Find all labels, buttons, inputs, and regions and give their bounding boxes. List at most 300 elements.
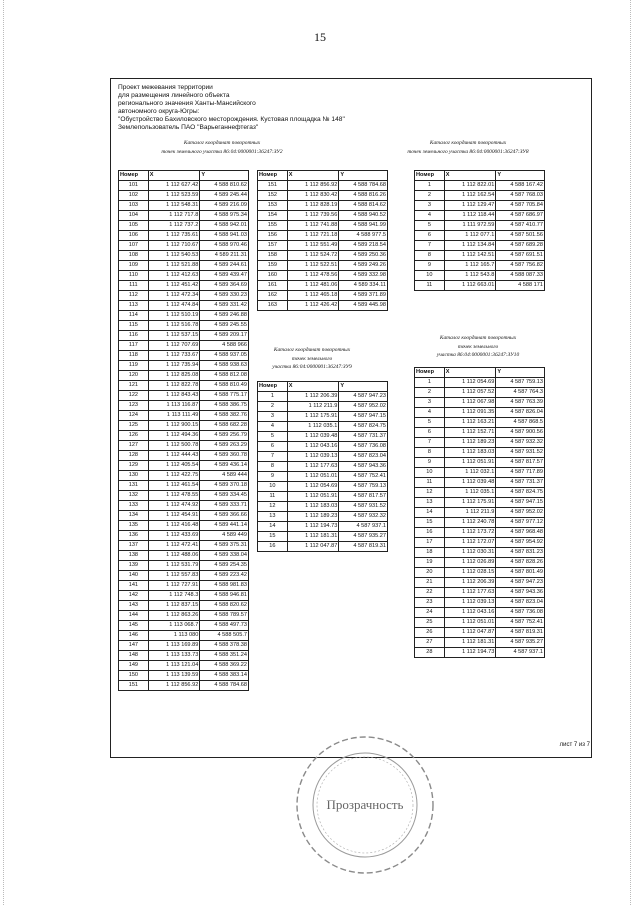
point-number: 121 <box>119 381 149 391</box>
coord-x: 1 113 139.59 <box>148 671 200 681</box>
coord-table-zu2-continued <box>257 170 388 311</box>
point-number: 15 <box>415 518 445 528</box>
point-number: 153 <box>258 201 288 211</box>
col-header-y: Y <box>339 382 388 392</box>
page-number: 15 <box>314 30 326 44</box>
coord-y: 4 587 819.31 <box>496 628 545 638</box>
coord-x: 1 112 856.92 <box>148 681 200 691</box>
coord-x: 1 112 472.41 <box>148 541 200 551</box>
coord-x: 1 112 189.23 <box>287 512 339 522</box>
table-row <box>119 331 249 341</box>
point-number: 2 <box>415 388 445 398</box>
col-header-y: Y <box>339 171 388 181</box>
coord-x: 1 112 557.83 <box>148 571 200 581</box>
point-number: 15 <box>258 532 288 542</box>
col-header-y: Y <box>200 171 249 181</box>
table-row <box>415 181 545 191</box>
coord-x: 1 113 068.7 <box>148 621 200 631</box>
table-row <box>119 441 249 451</box>
table-row <box>415 578 545 588</box>
coord-x: 1 112 733.67 <box>148 351 200 361</box>
coord-y: 4 587 752.41 <box>496 618 545 628</box>
table-row <box>119 611 249 621</box>
table-row <box>119 391 249 401</box>
point-number: 24 <box>415 608 445 618</box>
table-row <box>119 661 249 671</box>
coord-y: 4 588 820.62 <box>200 601 249 611</box>
point-number: 17 <box>415 538 445 548</box>
coord-x: 1 112 478.55 <box>148 491 200 501</box>
coord-x: 1 112 543.8 <box>444 271 496 281</box>
table-row <box>119 271 249 281</box>
coord-y: 4 587 817.57 <box>496 458 545 468</box>
coord-x: 1 112 206.39 <box>287 392 339 402</box>
coord-x: 1 112 488.06 <box>148 551 200 561</box>
coord-y: 4 589 439.47 <box>200 271 249 281</box>
coord-x: 1 112 737.2 <box>148 221 200 231</box>
point-number: 150 <box>119 671 149 681</box>
point-number: 6 <box>258 442 288 452</box>
coord-x: 1 112 051.01 <box>287 472 339 482</box>
header-line: автономного округа-Югры: <box>118 108 200 116</box>
table-row <box>258 452 388 462</box>
point-number: 1 <box>415 181 445 191</box>
coord-y: 4 589 256.79 <box>200 431 249 441</box>
coord-x: 1 112 043.16 <box>287 442 339 452</box>
table-row <box>119 201 249 211</box>
coord-x: 1 112 454.91 <box>148 511 200 521</box>
coord-x: 1 112 177.63 <box>444 588 496 598</box>
point-number: 161 <box>258 281 288 291</box>
table-row <box>119 531 249 541</box>
table1-caption: Каталог координат поворотных точек земельного участка 86:04:0000001:36247:ЗУ2 <box>161 140 283 155</box>
point-number: 123 <box>119 401 149 411</box>
coord-x: 1 112 118.44 <box>444 211 496 221</box>
table-row <box>119 581 249 591</box>
coord-x: 1 112 181.31 <box>287 532 339 542</box>
coord-x: 1 112 035.1 <box>444 488 496 498</box>
table-row <box>258 532 388 542</box>
point-number: 117 <box>119 341 149 351</box>
point-number: 103 <box>119 201 149 211</box>
coord-x: 1 112 828.19 <box>287 201 339 211</box>
coord-y: 4 587 763.39 <box>496 398 545 408</box>
point-number: 11 <box>415 281 445 291</box>
point-number: 3 <box>258 412 288 422</box>
table-row <box>415 568 545 578</box>
point-number: 14 <box>415 508 445 518</box>
point-number: 5 <box>415 221 445 231</box>
table-row <box>119 651 249 661</box>
coord-x: 1 112 026.89 <box>444 558 496 568</box>
coord-x: 1 112 863.26 <box>148 611 200 621</box>
table-row <box>415 588 545 598</box>
coord-x: 1 112 057.52 <box>444 388 496 398</box>
coord-y: 4 589 444 <box>200 471 249 481</box>
sheet-label: лист 7 из 7 <box>559 742 590 748</box>
coord-x: 1 112 822.01 <box>444 181 496 191</box>
coord-y: 4 587 824.75 <box>496 488 545 498</box>
coord-x: 1 112 523.59 <box>148 191 200 201</box>
coord-x: 1 112 465.18 <box>287 291 339 301</box>
table-row <box>258 412 388 422</box>
point-number: 21 <box>415 578 445 588</box>
coord-x: 1 112 142.51 <box>444 251 496 261</box>
coord-x: 1 112 494.36 <box>148 431 200 441</box>
table-row <box>415 448 545 458</box>
table-row <box>258 191 388 201</box>
coord-y: 4 588 383.14 <box>200 671 249 681</box>
coord-y: 4 587 717.89 <box>496 468 545 478</box>
coord-x: 1 112 039.13 <box>444 598 496 608</box>
table-row <box>415 498 545 508</box>
table-row <box>415 231 545 241</box>
coord-y: 4 589 449 <box>200 531 249 541</box>
coord-x: 1 112 047.87 <box>444 628 496 638</box>
coord-x: 1 112 837.15 <box>148 601 200 611</box>
table-row <box>119 491 249 501</box>
point-number: 107 <box>119 241 149 251</box>
point-number: 135 <box>119 521 149 531</box>
coord-y: 4 587 689.28 <box>496 241 545 251</box>
coord-x: 1 113 169.89 <box>148 641 200 651</box>
point-number: 146 <box>119 631 149 641</box>
point-number: 25 <box>415 618 445 628</box>
table-row <box>415 191 545 201</box>
round-stamp <box>290 730 440 880</box>
table-row <box>415 398 545 408</box>
coord-y: 4 589 360.78 <box>200 451 249 461</box>
coord-y: 4 589 211.31 <box>200 251 249 261</box>
point-number: 142 <box>119 591 149 601</box>
coord-y: 4 587 947.15 <box>339 412 388 422</box>
coord-x: 1 112 183.03 <box>287 502 339 512</box>
table-row <box>258 442 388 452</box>
coord-y: 4 587 501.56 <box>496 231 545 241</box>
coord-y: 4 587 831.23 <box>496 548 545 558</box>
coord-y: 4 589 371.89 <box>339 291 388 301</box>
point-number: 4 <box>258 422 288 432</box>
point-number: 124 <box>119 411 149 421</box>
coord-x: 1 112 707.69 <box>148 341 200 351</box>
coord-y: 4 589 332.98 <box>339 271 388 281</box>
col-header-number: Номер <box>258 171 288 181</box>
coord-y: 4 587 900.56 <box>496 428 545 438</box>
point-number: 10 <box>415 271 445 281</box>
point-number: 9 <box>258 472 288 482</box>
point-number: 22 <box>415 588 445 598</box>
table-row <box>258 221 388 231</box>
point-number: 126 <box>119 431 149 441</box>
table-row <box>119 381 249 391</box>
coord-y: 4 588 810.49 <box>200 381 249 391</box>
point-number: 9 <box>415 458 445 468</box>
col-header-y: Y <box>496 368 545 378</box>
point-number: 8 <box>415 448 445 458</box>
col-header-y: Y <box>496 171 545 181</box>
table-row <box>119 191 249 201</box>
table-row <box>119 471 249 481</box>
table-row <box>119 221 249 231</box>
table-row <box>415 418 545 428</box>
table-row <box>415 528 545 538</box>
point-number: 11 <box>415 478 445 488</box>
coord-y: 4 588 941.03 <box>200 231 249 241</box>
coord-x: 1 112 735.61 <box>148 231 200 241</box>
coord-y: 4 588 981.83 <box>200 581 249 591</box>
coord-y: 4 589 364.69 <box>200 281 249 291</box>
coord-y: 4 589 216.09 <box>200 201 249 211</box>
coord-x: 1 112 472.34 <box>148 291 200 301</box>
point-number: 151 <box>258 181 288 191</box>
header-line: регионального значения Ханты-Мансийского <box>118 100 256 108</box>
point-number: 7 <box>415 438 445 448</box>
point-number: 152 <box>258 191 288 201</box>
coord-x: 1 112 474.92 <box>148 501 200 511</box>
table-row <box>119 281 249 291</box>
table-row <box>415 598 545 608</box>
coord-x: 1 112 522.51 <box>287 261 339 271</box>
coord-x: 1 112 077.1 <box>444 231 496 241</box>
coord-x: 1 112 047.87 <box>287 542 339 552</box>
table-row <box>415 608 545 618</box>
coord-x: 1 112 444.43 <box>148 451 200 461</box>
coord-x: 1 112 183.03 <box>444 448 496 458</box>
coord-y: 4 588 940.52 <box>339 211 388 221</box>
coord-x: 1 112 152.71 <box>444 428 496 438</box>
point-number: 137 <box>119 541 149 551</box>
point-number: 12 <box>415 488 445 498</box>
coord-y: 4 587 947.15 <box>496 498 545 508</box>
coord-x: 1 112 843.43 <box>148 391 200 401</box>
table-row <box>119 571 249 581</box>
point-number: 26 <box>415 628 445 638</box>
point-number: 160 <box>258 271 288 281</box>
table-row <box>258 422 388 432</box>
table-row <box>258 231 388 241</box>
point-number: 128 <box>119 451 149 461</box>
coord-y: 4 588 386.75 <box>200 401 249 411</box>
col-header-x: X <box>287 171 339 181</box>
coord-y: 4 589 436.14 <box>200 461 249 471</box>
coord-y: 4 587 752.41 <box>339 472 388 482</box>
coord-x: 1 112 175.91 <box>444 498 496 508</box>
point-number: 20 <box>415 568 445 578</box>
coord-y: 4 588 775.17 <box>200 391 249 401</box>
coord-y: 4 589 244.61 <box>200 261 249 271</box>
coord-x: 1 113 111.49 <box>148 411 200 421</box>
table-row <box>119 411 249 421</box>
coord-x: 1 112 412.63 <box>148 271 200 281</box>
coord-x: 1 112 822.78 <box>148 381 200 391</box>
point-number: 10 <box>415 468 445 478</box>
point-number: 112 <box>119 291 149 301</box>
point-number: 101 <box>119 181 149 191</box>
coord-x: 1 113 121.04 <box>148 661 200 671</box>
coord-y: 4 589 254.35 <box>200 561 249 571</box>
table-row <box>119 641 249 651</box>
coord-x: 1 112 405.54 <box>148 461 200 471</box>
coord-y: 4 588 812.08 <box>200 371 249 381</box>
point-number: 140 <box>119 571 149 581</box>
coord-x: 1 112 194.73 <box>444 648 496 658</box>
table-row <box>258 472 388 482</box>
coord-x: 1 112 510.19 <box>148 311 200 321</box>
coord-x: 1 112 194.73 <box>287 522 339 532</box>
coord-x: 1 112 474.84 <box>148 301 200 311</box>
table-row <box>415 638 545 648</box>
coord-table-zu8 <box>414 170 545 291</box>
coord-x: 1 112 206.39 <box>444 578 496 588</box>
point-number: 143 <box>119 601 149 611</box>
table-row <box>258 482 388 492</box>
coord-x: 1 112 162.54 <box>444 191 496 201</box>
coord-y: 4 587 731.37 <box>496 478 545 488</box>
coord-y: 4 587 686.97 <box>496 211 545 221</box>
point-number: 139 <box>119 561 149 571</box>
coord-y: 4 587 943.36 <box>339 462 388 472</box>
col-header-x: X <box>148 171 200 181</box>
table-row <box>415 518 545 528</box>
point-number: 105 <box>119 221 149 231</box>
point-number: 159 <box>258 261 288 271</box>
point-number: 127 <box>119 441 149 451</box>
coord-y: 4 588 369.22 <box>200 661 249 671</box>
col-header-x: X <box>444 171 496 181</box>
point-number: 102 <box>119 191 149 201</box>
coord-y: 4 587 759.13 <box>339 482 388 492</box>
coord-x: 1 112 054.69 <box>444 378 496 388</box>
coord-x: 1 112 032.1 <box>444 468 496 478</box>
point-number: 13 <box>258 512 288 522</box>
table-row <box>119 541 249 551</box>
coord-y: 4 587 410.77 <box>496 221 545 231</box>
coord-x: 1 112 134.84 <box>444 241 496 251</box>
coord-x: 1 112 416.48 <box>148 521 200 531</box>
coord-x: 1 112 478.56 <box>287 271 339 281</box>
coord-y: 4 588 966 <box>200 341 249 351</box>
point-number: 28 <box>415 648 445 658</box>
point-number: 154 <box>258 211 288 221</box>
coord-y: 4 589 370.18 <box>200 481 249 491</box>
coord-y: 4 587 947.23 <box>339 392 388 402</box>
coord-x: 1 113 116.87 <box>148 401 200 411</box>
coord-y: 4 589 330.23 <box>200 291 249 301</box>
point-number: 115 <box>119 321 149 331</box>
coord-x: 1 112 091.35 <box>444 408 496 418</box>
point-number: 2 <box>258 402 288 412</box>
point-number: 109 <box>119 261 149 271</box>
point-number: 4 <box>415 408 445 418</box>
table-row <box>119 681 249 691</box>
point-number: 120 <box>119 371 149 381</box>
point-number: 8 <box>415 251 445 261</box>
scan-edge-left <box>3 0 5 905</box>
coord-y: 4 588 789.57 <box>200 611 249 621</box>
coord-y: 4 587 947.23 <box>496 578 545 588</box>
coord-y: 4 587 935.27 <box>496 638 545 648</box>
coord-y: 4 589 334.11 <box>339 281 388 291</box>
coord-y: 4 588 977.5 <box>339 231 388 241</box>
coord-y: 4 589 263.29 <box>200 441 249 451</box>
coord-x: 1 112 051.91 <box>287 492 339 502</box>
point-number: 113 <box>119 301 149 311</box>
table-row <box>119 291 249 301</box>
table-row <box>258 492 388 502</box>
coord-x: 1 112 165.7 <box>444 261 496 271</box>
coord-x: 1 112 039.13 <box>287 452 339 462</box>
coord-y: 4 587 823.04 <box>339 452 388 462</box>
table-row <box>415 251 545 261</box>
coord-x: 1 112 741.88 <box>287 221 339 231</box>
point-number: 13 <box>415 498 445 508</box>
coord-x: 1 112 451.42 <box>148 281 200 291</box>
point-number: 1 <box>258 392 288 402</box>
table-row <box>415 548 545 558</box>
coord-y: 4 589 445.98 <box>339 301 388 311</box>
point-number: 148 <box>119 651 149 661</box>
coord-y: 4 588 975.34 <box>200 211 249 221</box>
coord-y: 4 587 931.52 <box>339 502 388 512</box>
coord-y: 4 587 828.26 <box>496 558 545 568</box>
coord-y: 4 587 764.3 <box>496 388 545 398</box>
table-row <box>119 671 249 681</box>
table-row <box>119 561 249 571</box>
table-row <box>258 512 388 522</box>
point-number: 27 <box>415 638 445 648</box>
table-row <box>258 291 388 301</box>
table-row <box>415 388 545 398</box>
point-number: 118 <box>119 351 149 361</box>
point-number: 132 <box>119 491 149 501</box>
coord-x: 1 112 129.47 <box>444 201 496 211</box>
table-row <box>119 551 249 561</box>
table-row <box>258 392 388 402</box>
coord-y: 4 587 768.03 <box>496 191 545 201</box>
table-row <box>258 432 388 442</box>
col-header-number: Номер <box>119 171 149 181</box>
coord-x: 1 112 663.01 <box>444 281 496 291</box>
table3-caption: Каталог координат поворотных точек земельного участка 86:04:0000001:36247:ЗУ9 <box>272 347 352 371</box>
coord-y: 4 589 375.31 <box>200 541 249 551</box>
point-number: 122 <box>119 391 149 401</box>
table-row <box>119 341 249 351</box>
point-number: 23 <box>415 598 445 608</box>
coord-x: 1 112 727.91 <box>148 581 200 591</box>
table-row <box>258 261 388 271</box>
coord-y: 4 588 167.42 <box>496 181 545 191</box>
coord-y: 4 587 819.31 <box>339 542 388 552</box>
coord-x: 1 112 211.9 <box>287 402 339 412</box>
point-number: 125 <box>119 421 149 431</box>
coord-y: 4 588 351.24 <box>200 651 249 661</box>
coord-y: 4 587 736.08 <box>496 608 545 618</box>
point-number: 134 <box>119 511 149 521</box>
table-row <box>415 271 545 281</box>
coord-x: 1 112 825.08 <box>148 371 200 381</box>
coord-x: 1 112 211.9 <box>444 508 496 518</box>
coord-y: 4 588 784.68 <box>200 681 249 691</box>
point-number: 156 <box>258 231 288 241</box>
point-number: 104 <box>119 211 149 221</box>
point-number: 7 <box>258 452 288 462</box>
coord-y: 4 587 937.1 <box>496 648 545 658</box>
coord-y: 4 589 245.55 <box>200 321 249 331</box>
coord-y: 4 588 784.68 <box>339 181 388 191</box>
coord-x: 1 112 051.91 <box>444 458 496 468</box>
header-line: для размещения линейного объекта <box>118 92 230 100</box>
coord-y: 4 588 938.63 <box>200 361 249 371</box>
